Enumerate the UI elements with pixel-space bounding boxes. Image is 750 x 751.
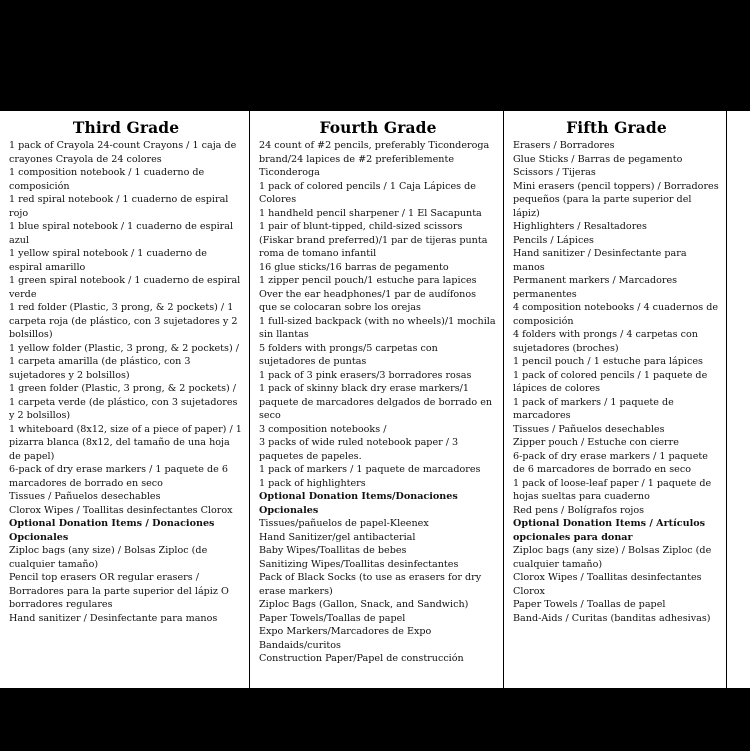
list-item: Highlighters / Resaltadores [513,221,647,232]
third-grade-heading: Third Grade [72,118,180,137]
list-item: Pencils / Lápices [513,234,594,246]
list-item: 6-pack of dry erase markers / 1 paquete de 6 marcadores de borrado en seco [9,464,228,489]
list-item: 1 yellow folder (Plastic, 3 prong, & 2 pockets) / 1 carpeta amarilla (de plástico, con 3 sujetadores y 2 bolsillos) [9,342,239,381]
list-item: 1 pack of colored pencils / 1 paquete de lápices de colores [513,369,708,394]
third-grade-items [9,139,243,625]
fifth-grade-column [503,111,727,688]
list-item: Expo Markers/Marcadores de Expo [259,626,432,637]
list-item: Band-Aids / Curitas (banditas adhesivas) [513,612,711,624]
list-item: 1 pack of colored pencils / 1 Caja Lápices de Colores [259,180,476,205]
list-item: 3 packs of wide ruled notebook paper / 3 paquetes de papeles. [259,437,459,462]
list-item: Baby Wipes/Toallitas de bebes [259,545,407,556]
list-item: Pencil top erasers OR regular erasers / Borradores para la parte superior del lápiz O borradores regulares [9,572,229,610]
list-item: 1 composition notebook / 1 cuaderno de composición [9,167,205,192]
list-item: 1 pack of 3 pink erasers/3 borradores rosas [259,369,472,381]
list-item: Ziploc bags (any size) / Bolsas Ziploc (de cualquier tamaño) [9,545,208,570]
list-item: Bandaids/curitos [259,639,341,651]
list-item: 1 handheld pencil sharpener / 1 El Sacapunta [259,207,482,219]
list-item: 1 red folder (Plastic, 3 prong, & 2 pockets) / 1 carpeta roja (de plástico, con 3 sujetadores y 2 bolsillos) [9,302,238,340]
fifth-grade-items [513,139,720,625]
fourth-grade-column [249,111,503,688]
supply-list-table [0,109,750,690]
list-item: 1 pack of Crayola 24-count Crayons / 1 caja de crayones Crayola de 24 colores [9,140,237,165]
list-item: 6-pack of dry erase markers / 1 paquete de 6 marcadores de borrado en seco [513,450,708,475]
list-item: Tissues / Pañuelos desechables [513,423,665,435]
list-item: 1 pair of blunt-tipped, child-sized scissors (Fiskar brand preferred)/1 par de tijeras punta roma de tomano infantil [259,221,488,259]
list-item: Construction Paper/Papel de construcción [259,653,464,664]
list-item: Mini erasers (pencil toppers) / Borradores pequeños (para la parte superior del lápiz) [513,180,719,219]
fourth-grade-items [259,139,497,666]
list-item: 4 folders with prongs / 4 carpetas con sujetadores (broches) [513,329,698,354]
fourth-grade-heading: Fourth Grade [319,118,437,137]
list-item: Sanitizing Wipes/Toallitas desinfectantes [259,558,459,570]
list-item: Clorox Wipes / Toallitas desinfectantes Clorox [9,504,233,516]
list-item: 1 pack of highlighters [259,477,366,489]
list-item: Red pens / Bolígrafos rojos [513,504,645,516]
list-item: Ziploc bags (any size) / Bolsas Ziploc (de cualquier tamaño) [513,545,712,570]
list-item: Zipper pouch / Estuche con cierre [513,437,679,448]
list-item: 16 glue sticks/16 barras de pegamento [259,261,449,273]
list-item: Paper Towels/Toallas de papel [259,612,406,624]
list-item: Hand sanitizer / Desinfectante para manos [9,612,218,624]
list-item: 1 full-sized backpack (with no wheels)/1 mochila sin llantas [259,315,496,340]
list-item: 1 blue spiral notebook / 1 cuaderno de espiral azul [9,221,234,246]
list-item: 1 pack of skinny black dry erase markers/1 paquete de marcadores delgados de borrado en seco [259,383,493,421]
fifth-grade-heading: Fifth Grade [566,118,667,137]
list-item: 1 green spiral notebook / 1 cuaderno de espiral verde [9,275,241,300]
list-item: 1 pack of markers / 1 paquete de marcadores [259,464,481,475]
list-item: 1 yellow spiral notebook / 1 cuaderno de espiral amarillo [9,248,207,273]
list-item: Ziploc Bags (Gallon, Snack, and Sandwich) [259,599,469,610]
list-item: 1 pack of markers / 1 paquete de marcadores [513,396,674,421]
list-item: 3 composition notebooks / [259,423,387,435]
list-item: Over the ear headphones/1 par de audífonos que se colocaran sobre los orejas [259,288,477,313]
list-item: Erasers / Borradores [513,140,615,151]
list-item: Tissues / Pañuelos desechables [9,491,161,502]
list-item: Scissors / Tijeras [513,167,596,178]
list-item: 1 pencil pouch / 1 estuche para lápices [513,356,703,367]
list-item: 24 count of #2 pencils, preferably Ticonderoga brand/24 lapices de #2 preferiblemente Ticonderoga [259,140,490,178]
list-item: Tissues/pañuelos de papel-Kleenex [259,518,429,529]
section-heading: Optional Donation Items/Donaciones Opcionales [259,491,458,516]
list-item: 1 whiteboard (8x12, size of a piece of paper) / 1 pizarra blanca (8x12, del tamaño de una hoja de papel) [9,423,242,462]
list-item: Hand sanitizer / Desinfectante para manos [513,248,687,273]
list-item: Glue Sticks / Barras de pegamento [513,153,683,165]
list-item: Permanent markers / Marcadores permanentes [513,275,678,300]
list-item: Paper Towels / Toallas de papel [513,599,666,610]
list-item: 1 red spiral notebook / 1 cuaderno de espiral rojo [9,194,229,219]
third-grade-column [0,111,249,688]
list-item: Hand Sanitizer/gel antibacterial [259,531,416,543]
list-item: Pack of Black Socks (to use as erasers for dry erase markers) [259,572,482,597]
list-item: 1 zipper pencil pouch/1 estuche para lapices [259,275,477,286]
section-heading: Optional Donation Items / Donaciones Opcionales [9,518,215,543]
list-item: 1 green folder (Plastic, 3 prong, & 2 pockets) / 1 carpeta verde (de plástico, con 3 sujetadores y 2 bolsillos) [9,383,238,421]
section-heading: Optional Donation Items / Artículos opcionales para donar [513,518,706,543]
list-item: 1 pack of loose-leaf paper / 1 paquete de hojas sueltas para cuaderno [513,477,712,502]
list-item: 5 folders with prongs/5 carpetas con sujetadores de puntas [259,342,438,367]
list-item: Clorox Wipes / Toallitas desinfectantes Clorox [513,572,702,597]
list-item: 4 composition notebooks / 4 cuadernos de composición [513,302,719,327]
